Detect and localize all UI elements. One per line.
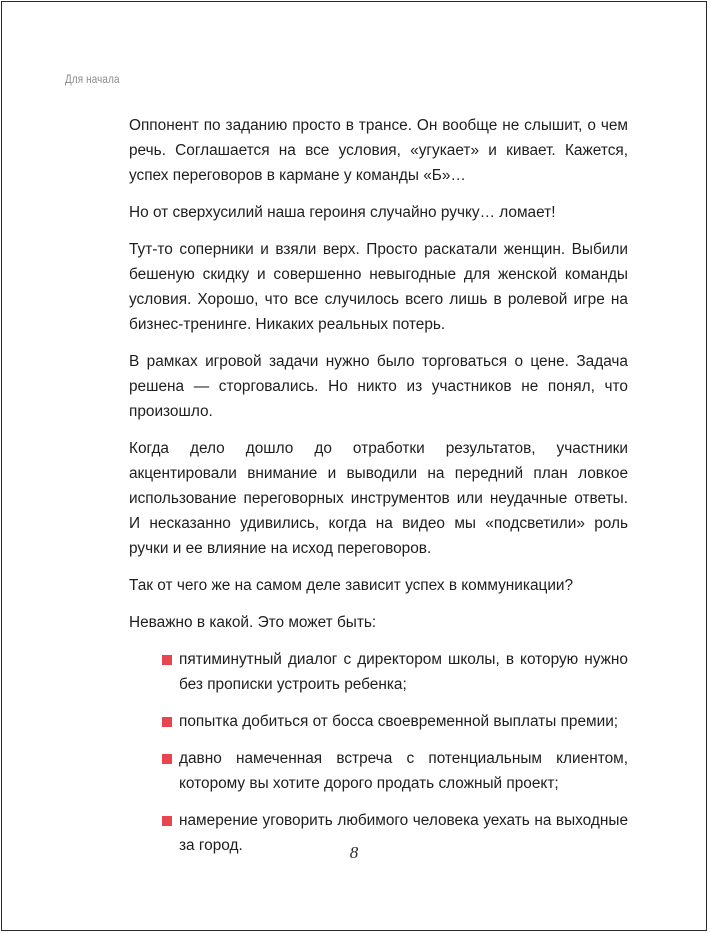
list-item [129,746,628,796]
list-item-text: попытка добиться от босса своевременной выплаты премии; [179,713,619,730]
square-bullet-icon [162,754,172,764]
list-item-text: давно намеченная встреча с потенциальным клиентом, которому вы хотите дорого продать сложный проект; [179,750,628,792]
page-body [129,113,628,870]
paragraph: Так от чего же на самом деле зависит успех в коммуникации? [129,577,574,594]
square-bullet-icon [162,816,172,826]
paragraph: Когда дело дошло до отработки результатов, участники акцентировали внимание и выводили на передний план ловкое использование переговорных инструментов или неудачные ответы. И несказанно удивились, когда на видео мы «подсветили» роль ручки и ее влияние на исход переговоров. [129,440,628,557]
list-item [129,709,628,734]
running-head: Для начала [65,72,120,86]
paragraph: Тут-то соперники и взяли верх. Просто раскатали женщин. Выбили бешеную скидку и совершенно невыгодные для женской команды условия. Хорошо, что все случилось всего лишь в ролевой игре на бизнес-тренинге. Никаких реальных потерь. [129,241,628,333]
page-number: 8 [349,843,359,862]
paragraph: Но от сверхусилий наша героиня случайно ручку… ломает! [129,204,556,221]
list-item [129,647,628,697]
square-bullet-icon [162,717,172,727]
square-bullet-icon [162,655,172,665]
paragraph: Оппонент по заданию просто в трансе. Он вообще не слышит, о чем речь. Соглашается на все условия, «угукает» и кивает. Кажется, успех переговоров в кармане у команды «Б»… [129,117,628,184]
bullet-list [129,647,628,858]
list-item-text: намерение уговорить любимого человека уехать на выходные за город. [179,812,628,854]
paragraph: Неважно в какой. Это может быть: [129,614,377,631]
book-page [1,1,707,931]
list-item-text: пятиминутный диалог с директором школы, в которую нужно без прописки устроить ребенка; [179,651,628,693]
paragraph: В рамках игровой задачи нужно было торговаться о цене. Задача решена — сторговались. Но никто из участников не понял, что произошло. [129,353,628,420]
